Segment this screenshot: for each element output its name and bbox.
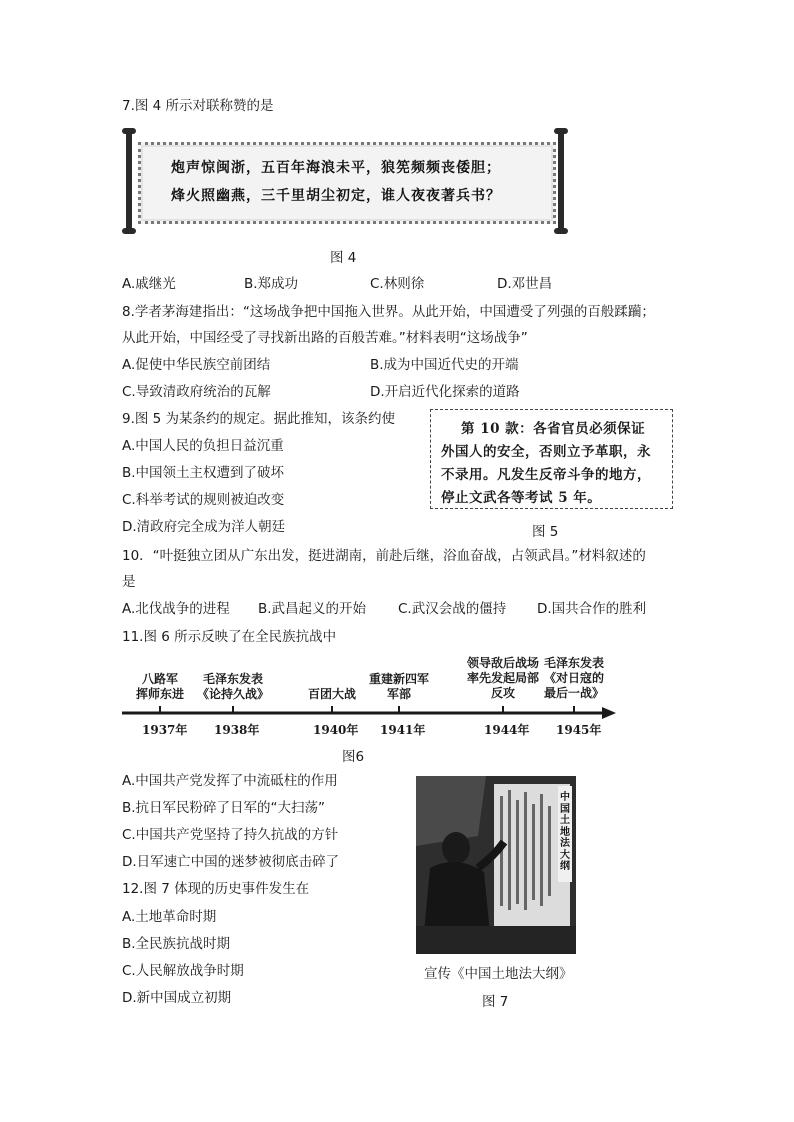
q12-stem: 12.图 7 体现的历史事件发生在 bbox=[122, 881, 310, 897]
treaty-line-2: 外国人的安全，否则立予革职，永 bbox=[441, 444, 651, 460]
q11-option-a: A.中国共产党发挥了中流砥柱的作用 bbox=[122, 773, 338, 789]
event-1945: 毛泽东发表 《对日寇的 最后一战》 bbox=[543, 656, 604, 700]
event-1941: 重建新四军 军部 bbox=[368, 672, 429, 701]
couplet-line-2: 烽火照幽燕，三千里胡尘初定，谁人夜夜著兵书？ bbox=[171, 188, 501, 204]
q7-stem: 7.图 4 所示对联称赞的是 bbox=[122, 98, 274, 114]
year-1945: 1945年 bbox=[556, 723, 602, 737]
fig7-label: 图 7 bbox=[482, 994, 509, 1010]
q10-option-a: A.北伐战争的进程 bbox=[122, 601, 230, 617]
photo-poster-title: 中国土地法大纲 bbox=[560, 792, 570, 872]
timeline-axis bbox=[118, 700, 618, 730]
event-1944: 领导敌后战场 率先发起局部 反攻 bbox=[466, 656, 539, 700]
q8-option-c: C.导致清政府统治的瓦解 bbox=[122, 384, 271, 400]
q7-option-d: D.邓世昌 bbox=[497, 276, 553, 292]
q10-stem-line2: 是 bbox=[122, 574, 136, 590]
q12-option-a: A.土地革命时期 bbox=[122, 909, 217, 925]
q8-option-b: B.成为中国近代史的开端 bbox=[370, 357, 519, 373]
treaty-line-1: 第 10 款：各省官员必须保证 bbox=[461, 421, 646, 437]
q10-option-d: D.国共合作的胜利 bbox=[537, 601, 647, 617]
treaty-clause-box bbox=[430, 409, 673, 509]
fig6-label: 图6 bbox=[342, 749, 365, 765]
couplet-line-1: 炮声惊闽浙，五百年海浪未平，狼筅频频丧倭胆； bbox=[171, 160, 501, 176]
q7-option-c: C.林则徐 bbox=[370, 276, 425, 292]
fig5-label: 图 5 bbox=[532, 524, 559, 540]
treaty-line-3: 不录用。凡发生反帝斗争的地方， bbox=[441, 467, 651, 483]
year-1941: 1941年 bbox=[380, 723, 426, 737]
q12-option-d: D.新中国成立初期 bbox=[122, 990, 232, 1006]
q9-option-a: A.中国人民的负担日益沉重 bbox=[122, 438, 284, 454]
fig4-label: 图 4 bbox=[330, 250, 357, 266]
q9-option-b: B.中国领土主权遭到了破坏 bbox=[122, 465, 285, 481]
land-law-propaganda-photo bbox=[416, 776, 576, 954]
q7-option-a: A.戚继光 bbox=[122, 276, 176, 292]
q8-stem-line2: 从此开始，中国经受了寻找新出路的百般苦难。”材料表明“这场战争” bbox=[122, 330, 528, 346]
q11-option-b: B.抗日军民粉碎了日军的“大扫荡” bbox=[122, 800, 326, 816]
treaty-line-4: 停止文武各等考试 5 年。 bbox=[441, 490, 602, 506]
q12-option-c: C.人民解放战争时期 bbox=[122, 963, 244, 979]
couplet-scroll-figure bbox=[122, 128, 568, 234]
event-1938: 毛泽东发表 《论持久战》 bbox=[196, 672, 269, 701]
q9-stem: 9.图 5 为某条约的规定。据此推知，该条约使 bbox=[122, 411, 396, 427]
year-1940: 1940年 bbox=[313, 723, 359, 737]
q7-option-b: B.郑成功 bbox=[244, 276, 299, 292]
year-1938: 1938年 bbox=[214, 723, 260, 737]
year-1944: 1944年 bbox=[484, 723, 530, 737]
q9-option-c: C.科举考试的规则被迫改变 bbox=[122, 492, 285, 508]
scroll-paper bbox=[138, 142, 556, 224]
q12-option-b: B.全民族抗战时期 bbox=[122, 936, 231, 952]
q11-option-d: D.日军速亡中国的迷梦被彻底击碎了 bbox=[122, 854, 340, 870]
q11-option-c: C.中国共产党坚持了持久抗战的方针 bbox=[122, 827, 339, 843]
scroll-left-roller bbox=[122, 128, 136, 234]
photo-caption: 宣传《中国土地法大纲》 bbox=[424, 966, 573, 982]
scroll-right-roller bbox=[554, 128, 568, 234]
q11-stem: 11.图 6 所示反映了在全民族抗战中 bbox=[122, 629, 337, 645]
q10-option-c: C.武汉会战的僵持 bbox=[398, 601, 507, 617]
q10-option-b: B.武昌起义的开始 bbox=[258, 601, 367, 617]
event-1940: 百团大战 bbox=[307, 687, 356, 701]
q8-option-a: A.促使中华民族空前团结 bbox=[122, 357, 271, 373]
event-1937: 八路军 挥师东进 bbox=[135, 672, 184, 701]
q8-option-d: D.开启近代化探索的道路 bbox=[370, 384, 520, 400]
q8-stem-line1: 8.学者茅海建指出：“这场战争把中国拖入世界。从此开始，中国遭受了列强的百般蹂躏； bbox=[122, 304, 655, 320]
year-1937: 1937年 bbox=[142, 723, 188, 737]
q9-option-d: D.清政府完全成为洋人朝廷 bbox=[122, 519, 286, 535]
q10-stem-line1: 10．“叶挺独立团从广东出发，挺进湖南，前赴后继，浴血奋战，占领武昌。”材料叙述的 bbox=[122, 548, 646, 564]
